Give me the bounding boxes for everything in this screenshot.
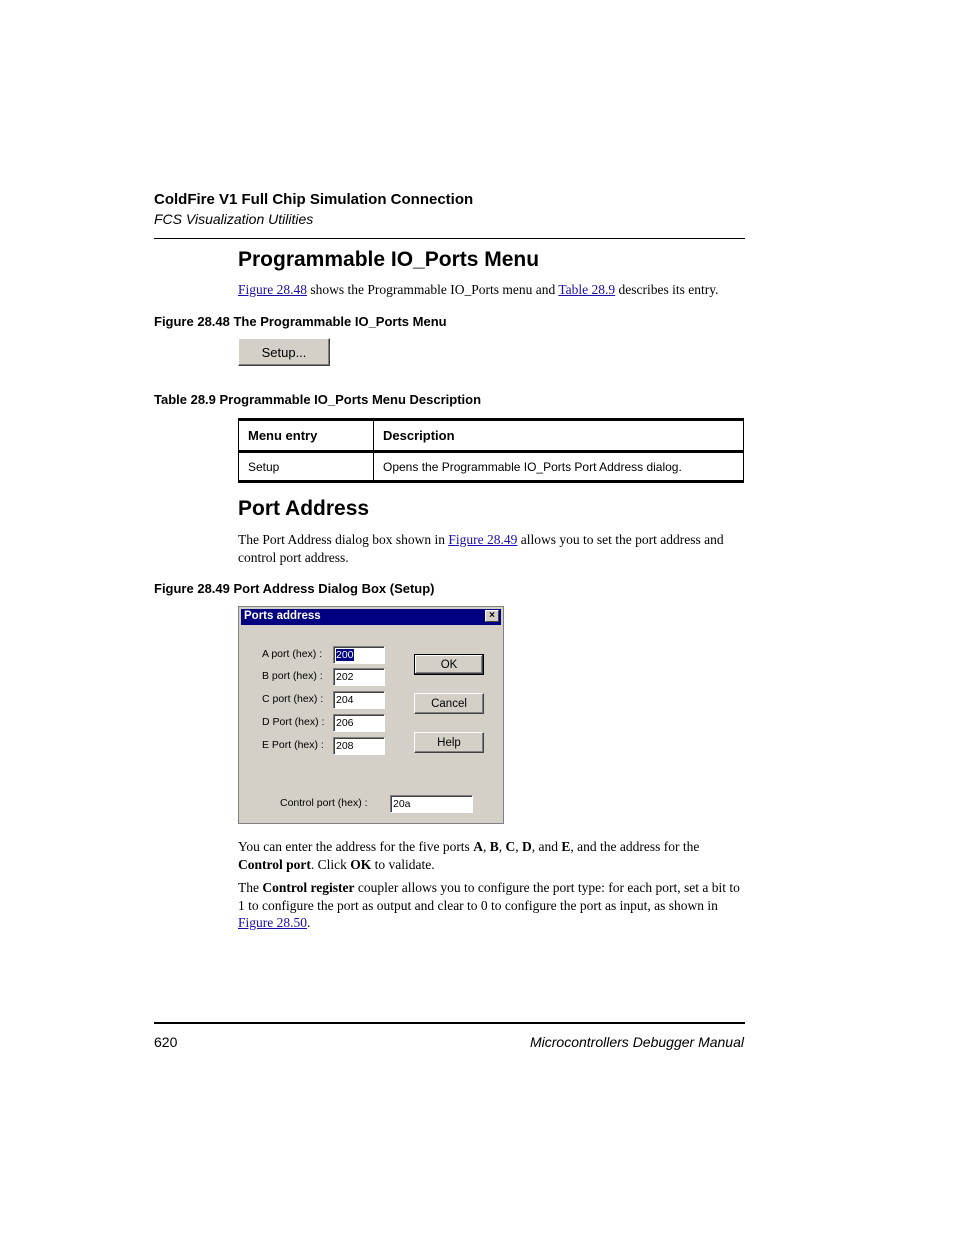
port-b-field[interactable]: 202	[333, 668, 385, 686]
table-header-row	[239, 420, 744, 452]
p4-text-1: The	[238, 880, 263, 895]
control-register-paragraph	[238, 879, 744, 932]
p3-text-4: to validate.	[371, 856, 435, 872]
p3-sep-2: ,	[498, 839, 506, 854]
dialog-title: Ports address	[244, 610, 321, 622]
table-row	[239, 452, 744, 482]
section-title-port-address: Port Address	[238, 497, 370, 520]
figure-28-48-caption: Figure 28.48 The Programmable IO_Ports Menu	[154, 314, 447, 329]
p3-text-3: . Click	[310, 856, 351, 872]
figure-28-49-caption: Figure 28.49 Port Address Dialog Box (Setup)	[154, 581, 435, 596]
figure-28-49-link[interactable]: Figure 28.49	[448, 532, 518, 547]
port-d-field[interactable]: 206	[333, 714, 385, 732]
port-d-label: D Port (hex) :	[262, 716, 325, 728]
dialog-titlebar[interactable]	[241, 609, 501, 625]
port-a-value: 200	[336, 649, 354, 661]
ok-button[interactable]: OK	[414, 654, 484, 675]
intro-text-1: shows the Programmable IO_Ports menu and	[307, 282, 559, 297]
p4-text-2: coupler allows you to configure the port type: for each port, set a bit to 1 to configure the port as output and clear to 0 to configure the port as input, as shown in	[238, 880, 740, 913]
port-d-bold: D	[521, 839, 532, 854]
port-e-label: E Port (hex) :	[262, 739, 324, 751]
ports-address-dialog	[238, 606, 504, 824]
menu-description-table	[238, 418, 744, 483]
control-port-bold: Control port	[238, 856, 311, 872]
port-b-label: B port (hex) :	[262, 670, 323, 682]
port-a-bold: A	[473, 839, 483, 854]
p4-text-3: .	[307, 915, 311, 930]
cancel-button[interactable]: Cancel	[414, 693, 484, 714]
p3-sep-3: ,	[515, 839, 522, 854]
header-description: Description	[374, 420, 744, 452]
footer-rule	[154, 1022, 745, 1024]
figure-28-48-link[interactable]: Figure 28.48	[238, 282, 307, 297]
header-menu-entry: Menu entry	[239, 420, 374, 452]
control-port-field[interactable]: 20a	[390, 795, 473, 813]
manual-title: Microcontrollers Debugger Manual	[530, 1034, 744, 1050]
port-e-bold: E	[561, 839, 571, 854]
table-28-9-caption: Table 28.9 Programmable IO_Ports Menu Description	[154, 392, 482, 407]
running-header-subtitle: FCS Visualization Utilities	[154, 211, 314, 227]
intro-text-2: describes its entry.	[615, 282, 719, 297]
port-b-bold: B	[489, 839, 499, 854]
p3-text-1: You can enter the address for the five ports	[238, 839, 474, 854]
page-number: 620	[154, 1034, 178, 1050]
control-port-label: Control port (hex) :	[280, 797, 368, 809]
p3-sep-4: , and	[531, 839, 562, 854]
cell-menu-entry: Setup	[239, 452, 374, 482]
header-rule	[154, 238, 745, 239]
p3-sep-1: ,	[482, 839, 490, 854]
port-c-bold: C	[505, 839, 516, 854]
control-register-bold: Control register	[262, 880, 355, 895]
port-a-field[interactable]	[333, 646, 385, 664]
port-a-label: A port (hex) :	[262, 648, 323, 660]
port-c-label: C port (hex) :	[262, 693, 324, 705]
help-button[interactable]: Help	[414, 732, 484, 753]
close-icon[interactable]: ×	[485, 610, 499, 622]
port-e-field[interactable]: 208	[333, 737, 385, 755]
cell-description: Opens the Programmable IO_Ports Port Address dialog.	[374, 452, 744, 482]
ports-entry-paragraph	[238, 838, 744, 873]
p2-text-2: allows you to set the port address and control port address.	[238, 532, 724, 565]
p2-text-1: The Port Address dialog box shown in	[238, 532, 449, 547]
intro-paragraph	[238, 281, 744, 299]
running-header-title: ColdFire V1 Full Chip Simulation Connection	[154, 191, 474, 208]
section-title-io-ports-menu: Programmable IO_Ports Menu	[238, 248, 540, 271]
port-c-field[interactable]: 204	[333, 691, 385, 709]
figure-28-50-link[interactable]: Figure 28.50	[238, 915, 307, 930]
ok-bold: OK	[350, 856, 372, 872]
table-28-9-link[interactable]: Table 28.9	[558, 282, 616, 297]
port-address-paragraph	[238, 531, 744, 566]
setup-button[interactable]: Setup...	[238, 338, 330, 366]
p3-text-2: , and the address for the	[570, 839, 700, 854]
